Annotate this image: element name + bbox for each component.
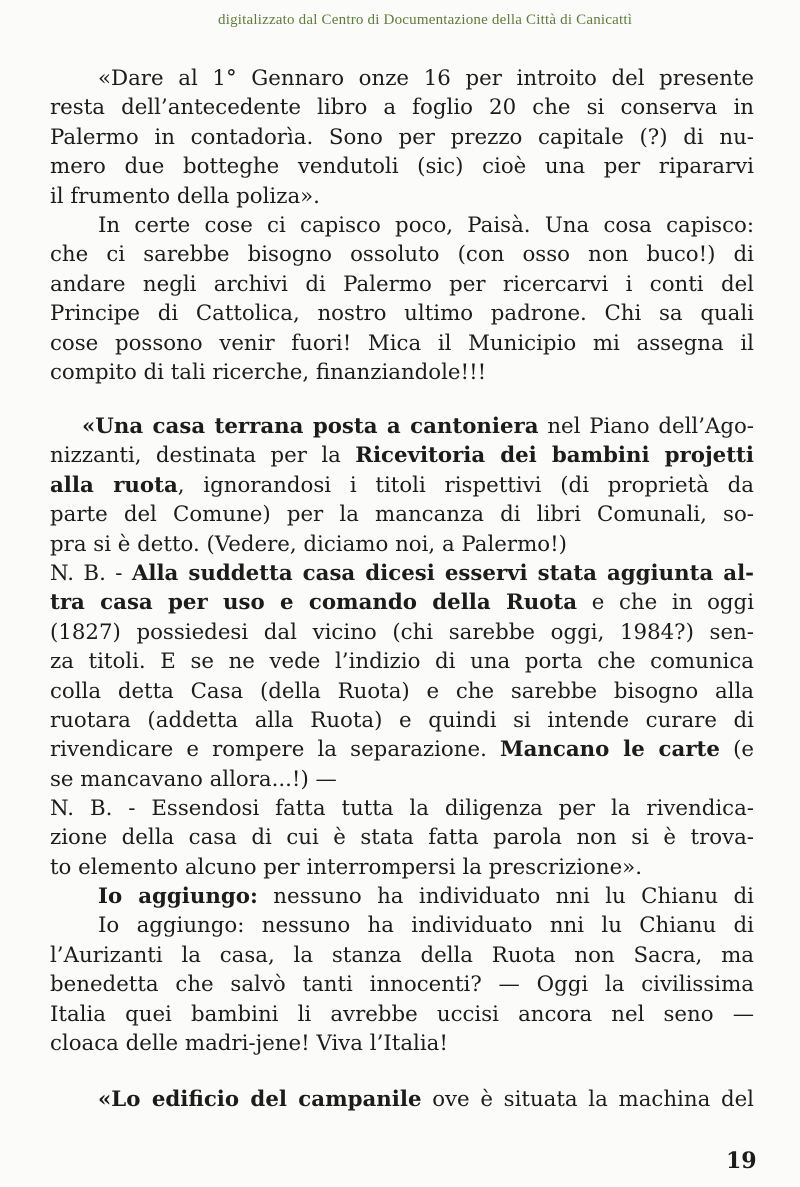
text-line: (1827) possiedesi dal vicino (chi sarebbe oggi, 1984?) sen- <box>50 619 754 645</box>
watermark-text: digitalizzato dal Centro di Documentazione della Città di Canicattì <box>218 12 633 28</box>
text-line: benedetta che salvò tanti innocenti? — Oggi la civilissima <box>50 972 754 998</box>
text-line: che ci sarebbe bisogno ossoluto (con osso non buco!) di <box>50 242 754 268</box>
text-line: Italia quei bambini li avrebbe uccisi ancora nel seno — <box>50 1001 754 1027</box>
bold-text: «Lo edificio del campanile <box>98 1087 422 1112</box>
text-line: cloaca delle madri-jene! Viva l’Italia! <box>50 1030 448 1056</box>
text-line: il frumento della poliza». <box>50 183 320 209</box>
text-line: se mancavano allora...!) — <box>50 766 337 792</box>
text-run: (e <box>719 737 754 763</box>
text-line <box>50 471 754 500</box>
text-line <box>50 559 754 588</box>
text-line <box>50 882 754 911</box>
paragraph-commentary-1 <box>50 211 754 387</box>
text-line: andare negli archivi di Palermo per ricercarvi i conti del <box>50 271 754 297</box>
paragraph-quote-2 <box>50 412 754 882</box>
text-line: ruotara (addetta alla Ruota) e quindi si intende curare di <box>50 707 754 733</box>
text-run: nizzanti, destinata per la <box>50 443 356 469</box>
text-line: zione della casa di cui è stata fatta parola non si è trova- <box>50 825 754 851</box>
text-run: , ignorandosi i titoli rispettivi (di proprietà da <box>177 472 754 498</box>
text-run: rivendicare e rompere la separazione. <box>50 737 500 763</box>
text-line: resta dell’antecedente libro a foglio 20 che si conserva in <box>50 95 754 121</box>
bold-text: Alla suddetta casa dicesi esservi stata aggiunta al- <box>131 560 754 586</box>
bold-text: Io aggiungo: <box>98 884 258 909</box>
bold-text: «Una casa terrana posta a cantoniera <box>82 414 539 439</box>
text-line: za titoli. E se ne vede l’indizio di una porta che comunica <box>50 649 754 675</box>
bold-text: Ricevitoria dei bambini projetti <box>355 443 754 469</box>
text-line: Principe di Cattolica, nostro ultimo padrone. Chi sa quali <box>50 301 754 327</box>
text-run: nel Piano dell’Ago- <box>538 414 754 439</box>
text-run: e che in oggi <box>577 590 754 616</box>
bold-text: Mancano le carte <box>500 737 720 763</box>
text-line: Palermo in contadorìa. Sono per prezzo capitale (?) di nu- <box>50 124 754 150</box>
text-line <box>50 735 754 764</box>
text-line <box>50 412 754 441</box>
bold-text: alla ruota <box>50 472 178 498</box>
paragraph-commentary-2 <box>50 882 754 1058</box>
text-run: nessuno ha individuato nni lu Chianu di <box>257 884 754 909</box>
paragraph-quote-1 <box>50 64 754 211</box>
paragraph-quote-3 <box>50 1085 754 1114</box>
text-line: parte del Comune) per la mancanza di libri Comunali, so- <box>50 502 754 528</box>
text-line: colla detta Casa (della Ruota) e che sarebbe bisogno alla <box>50 678 754 704</box>
text-run: N. B. - <box>50 560 132 586</box>
text-line: N. B. - Essendosi fatta tutta la diligenza per la rivendica- <box>50 796 754 822</box>
text-line: cose possono venir fuori! Mica il Municipio mi assegna il <box>50 330 754 356</box>
text-line: l’Aurizanti la casa, la stanza della Ruota non Sacra, ma <box>50 942 754 968</box>
text-line <box>50 1085 754 1114</box>
text-run: ove è situata la machina del <box>421 1087 754 1112</box>
text-line: «Dare al 1° Gennaro onze 16 per introito del presente <box>98 66 754 91</box>
text-line <box>50 441 754 470</box>
text-line: pra si è detto. (Vedere, diciamo noi, a Palermo!) <box>50 531 567 557</box>
text-line: to elemento alcuno per interrompersi la prescrizione». <box>50 854 642 880</box>
text-line <box>50 588 754 617</box>
bold-text: tra casa per uso e comando della Ruota <box>50 590 578 616</box>
text-line: mero due botteghe vendutoli (sic) cioè una per ripararvi <box>50 154 754 180</box>
text-line: In certe cose ci capisco poco, Paisà. Una cosa capisco: <box>98 213 754 238</box>
text-line: Io aggiungo: nessuno ha individuato nni lu Chianu di <box>98 913 754 939</box>
text-line: compito di tali ricerche, finanziandole!!! <box>50 359 487 385</box>
page-number: 19 <box>726 1148 757 1174</box>
